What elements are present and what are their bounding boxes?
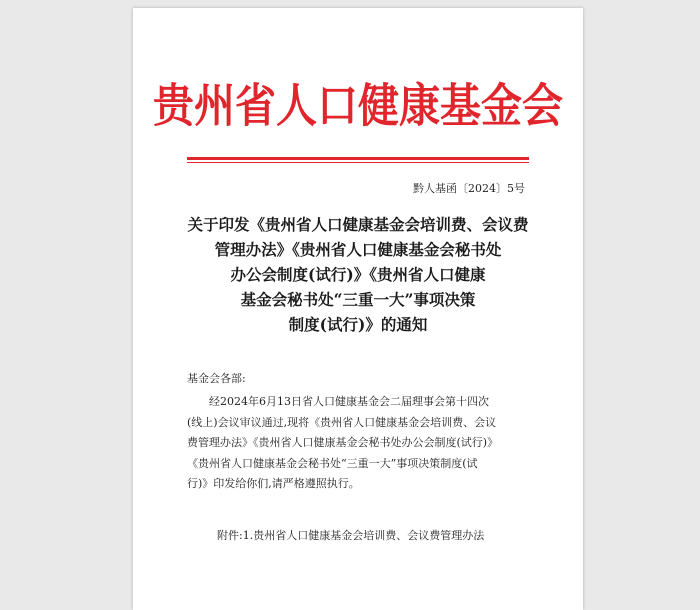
body-line: 费管理办法》《贵州省人口健康基金会秘书处办公会制度(试行)》 <box>187 436 499 449</box>
letterhead-rule-thin <box>187 162 529 163</box>
title-line: 关于印发《贵州省人口健康基金会培训费、会议费 <box>187 215 529 234</box>
title-line: 管理办法》《贵州省人口健康基金会秘书处 <box>214 240 502 259</box>
title-line: 基金会秘书处“三重一大”事项决策 <box>240 290 476 309</box>
body-line: 经2024年6月13日省人口健康基金会二届理事会第十四次 <box>187 395 489 408</box>
body-line: 《贵州省人口健康基金会秘书处“三重一大”事项决策制度(试 <box>187 456 478 470</box>
body-paragraph <box>187 392 529 495</box>
body-line: 行)》印发给你们,请严格遵照执行。 <box>187 477 360 490</box>
attachment-line: 附件:1.贵州省人口健康基金会培训费、会议费管理办法 <box>217 529 485 542</box>
document-page <box>133 8 583 610</box>
body-line: (线上)会议审议通过,现将《贵州省人口健康基金会培训费、会议 <box>187 415 497 429</box>
document-number: 黔人基函〔2024〕5号 <box>413 182 525 195</box>
letterhead-rule-thick <box>187 157 529 160</box>
letterhead-title: 贵州省人口健康基金会 <box>153 79 563 133</box>
salutation: 基金会各部: <box>187 372 246 385</box>
title-line: 办公会制度(试行)》《贵州省人口健康 <box>230 265 486 284</box>
title-line: 制度(试行)》的通知 <box>288 315 428 334</box>
document-title <box>163 212 553 337</box>
